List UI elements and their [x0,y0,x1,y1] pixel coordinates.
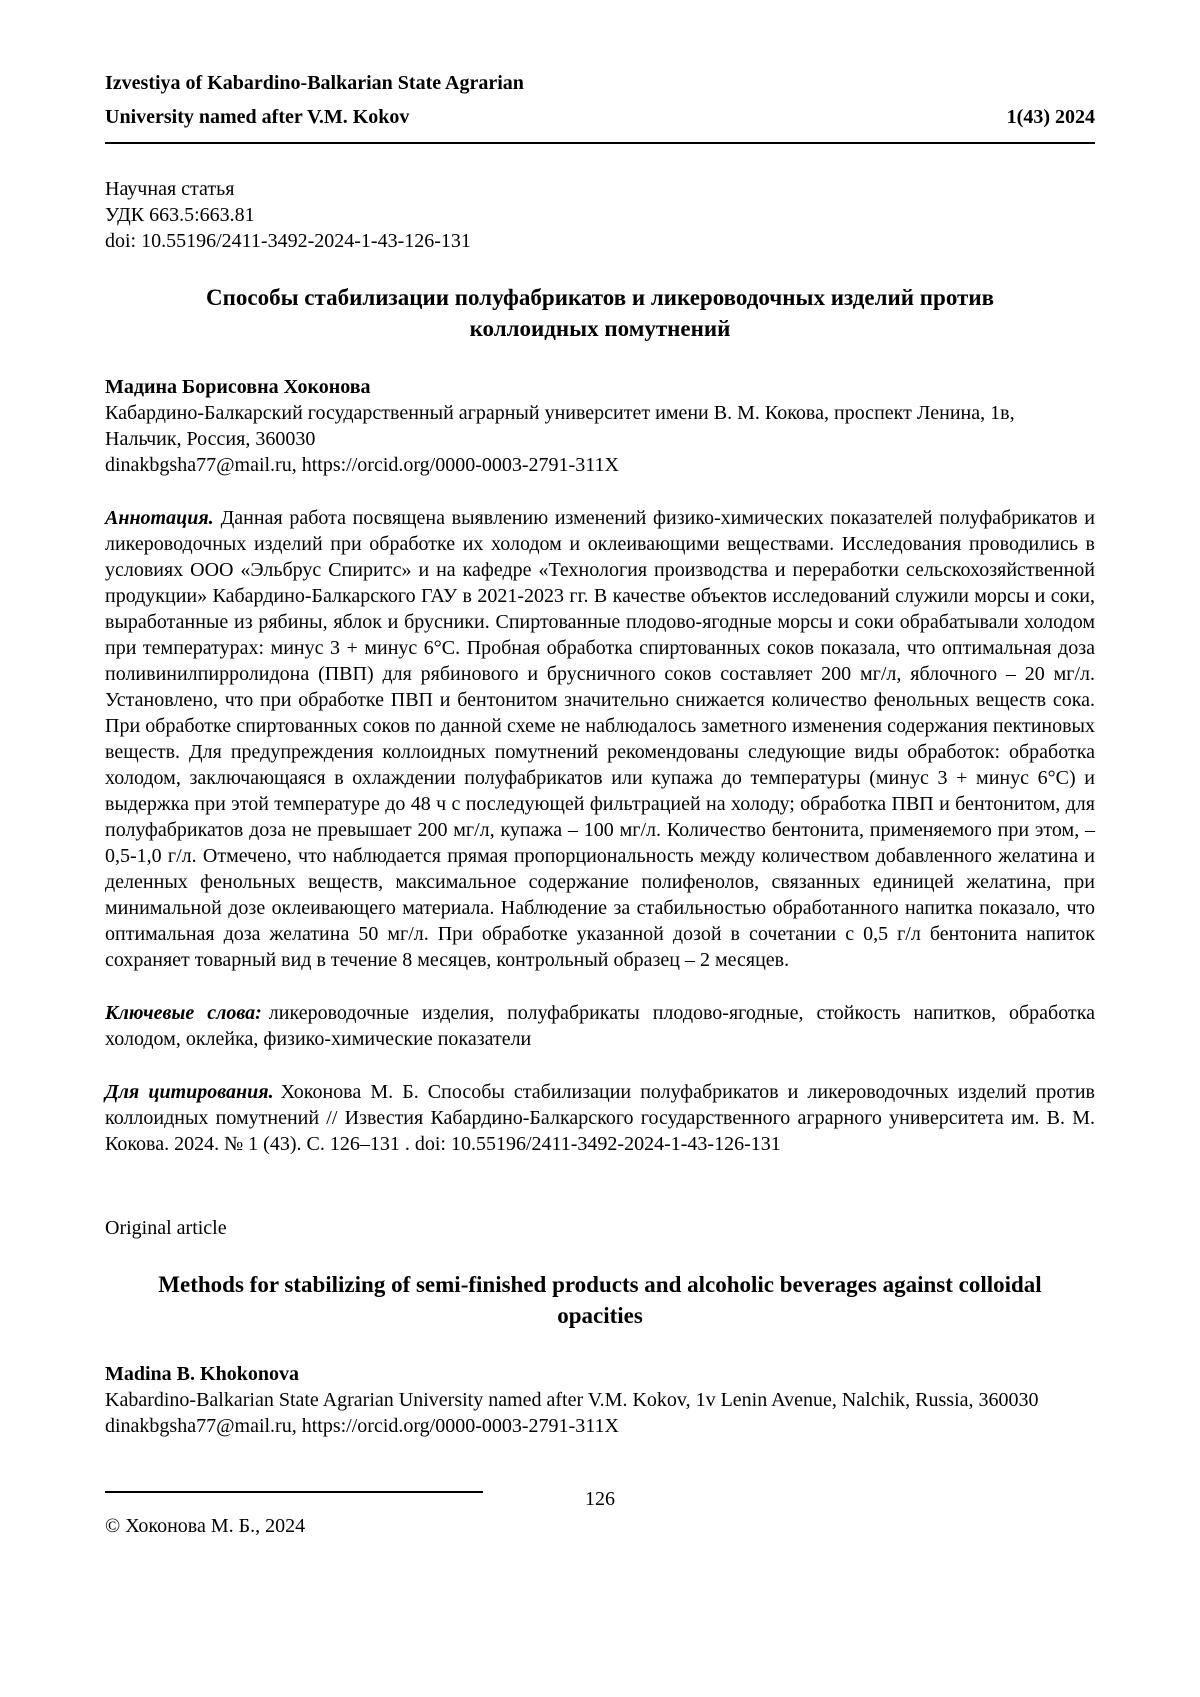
keywords-label: Ключевые слова: [105,1002,262,1024]
article-type-en: Original article [105,1217,227,1239]
author-contact-en: dinakbgsha77@mail.ru, https://orcid.org/0000-0003-2791-311X [105,1415,619,1437]
header-rule [105,142,1095,144]
affiliation-en: Kabardino-Balkarian State Agrarian University named after V.M. Kokov, 1v Lenin Avenue, Nalchik, Russia, 360030 [105,1389,1039,1411]
article-meta [105,176,1095,254]
page-number: 126 [585,1488,615,1510]
author-contact-ru: dinakbgsha77@mail.ru, https://orcid.org/0000-0003-2791-311X [105,454,619,476]
abstract-paragraph [105,505,1095,973]
article-type-ru: Научная статья [105,178,235,200]
keywords-paragraph [105,1000,1095,1052]
abstract-label: Аннотация. [105,507,214,529]
author-name-ru: Мадина Борисовна Хоконова [105,376,371,398]
keywords-text: ликероводочные изделия, полуфабрикаты плодово-ягодные, стойкость напитков, обработка холодом, оклейка, физико-химические показатели [105,1002,1095,1050]
author-name-en: Madina B. Khokonova [105,1363,299,1385]
journal-title-line1: Izvestiya of Kabardino-Balkarian State Agrarian [105,72,524,94]
copyright-line: © Хоконова М. Б., 2024 [105,1515,306,1537]
article-title-en: Methods for stabilizing of semi-finished products and alcoholic beverages against colloidal opacities [158,1272,1042,1328]
author-block-ru [105,374,1095,478]
issue-number: 1(43) 2024 [1006,106,1095,128]
citation-text: Хоконова М. Б. Способы стабилизации полуфабрикатов и ликероводочных изделий против коллоидных помутнений // Известия Кабардино-Балкарского государственного аграрного университета им. В. М. Кокова. 2024. № 1 (43). С. 126–131 . doi: 10.55196/2411-3492-2024-1-43-126-131 [105,1081,1096,1155]
article-title-ru: Способы стабилизации полуфабрикатов и ликероводочных изделий против коллоидных помутнений [206,285,994,341]
journal-header [105,70,1095,144]
author-block-en [105,1361,1095,1439]
affiliation-ru: Кабардино-Балкарский государственный аграрный университет имени В. М. Кокова, проспект Ленина, 1в, Нальчик, Россия, 360030 [105,402,1015,450]
citation-label: Для цитирования. [105,1081,274,1103]
abstract-text: Данная работа посвящена выявлению изменений физико-химических показателей полуфабрикатов и ликероводочных изделий при обработке их холодом и оклеивающими веществами. Исследования проводились в условиях ООО «Эльбрус Спиритс» и на кафедре «Технология производства и переработки сельскохозяйственной продукции» Кабардино-Балкарского ГАУ в 2021-2023 гг. В качестве объектов исследований служили морсы и соки, выработанные из рябины, яблок и брусники. Спиртованные плодово-ягодные морсы и соки обрабатывали холодом при температурах: минус 3 + минус 6°С. Пробная обработка спиртованных соков показала, что оптимальная доза поливинилпирролидона (ПВП) для рябинового и брусничного соков составляет 200 мг/л, яблочного – 20 мг/л. Установлено, что при обработке ПВП и бентонитом значительно снижается количество фенольных веществ сока. При обработке спиртованных соков по данной схеме не наблюдалось заметного изменения содержания пектиновых веществ. Для предупреждения коллоидных помутнений рекомендованы следующие виды обработок: обработка холодом, заключающаяся в охлаждении полуфабрикатов или купажа до температуры (минус 3 + минус 6°С) и выдержка при этой температуре до 48 ч с последующей фильтрацией на холоду; обработка ПВП и бентонитом, для полуфабрикатов доза не превышает 200 мг/л, купажа – 100 мг/л. Количество бентонита, применяемого при этом, – 0,5-1,0 г/л. Отмечено, что наблюдается прямая пропорциональность между количеством добавленного желатина и деленных фенольных веществ, максимальное содержание полифенолов, связанных единицей желатина, при минимальной дозе оклеивающего материала. Наблюдение за стабильностью обработанного напитка показало, что оптимальная доза желатина 50 мг/л. При обработке указанной дозой в сочетании с 0,5 г/л бентонита напиток сохраняет товарный вид в течение 8 месяцев, контрольный образец – 2 месяцев. [105,507,1095,971]
citation-paragraph [105,1079,1095,1157]
journal-title-line2: University named after V.M. Kokov [105,106,410,128]
udk-code: УДК 663.5:663.81 [105,204,255,226]
doi-line: doi: 10.55196/2411-3492-2024-1-43-126-131 [105,230,471,252]
